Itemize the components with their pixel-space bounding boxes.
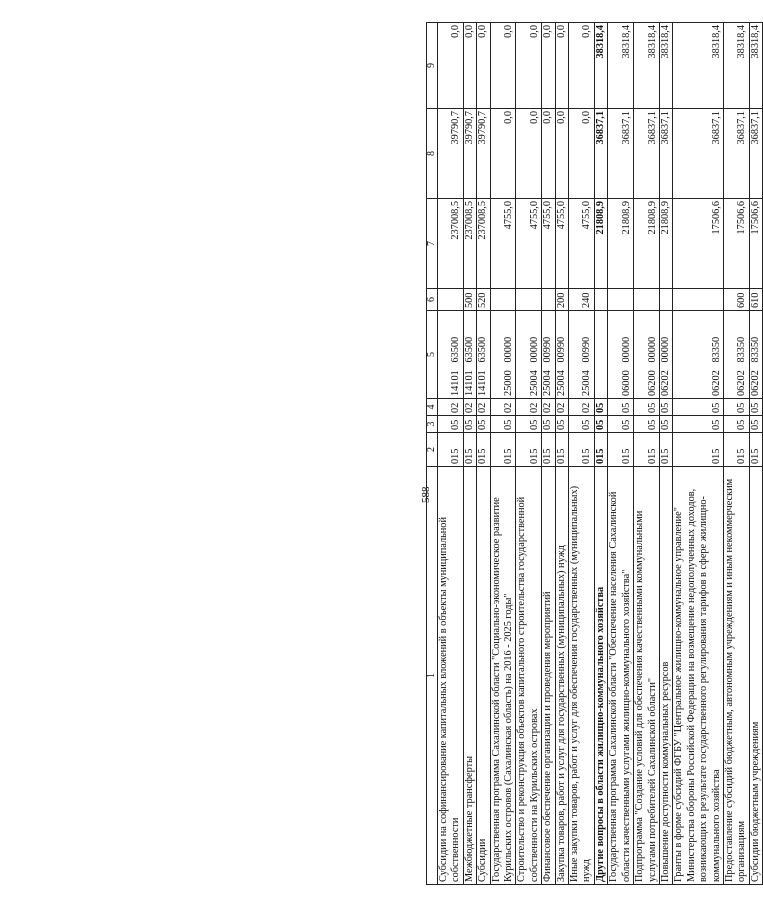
col-header: 2 xyxy=(427,433,438,467)
amount-year-1: 21808,9 xyxy=(634,199,660,289)
section-code: 05 xyxy=(594,416,607,433)
table-row xyxy=(516,23,542,885)
table-row xyxy=(569,23,595,885)
expense-type-code xyxy=(659,289,672,311)
target-article-code: 25004 00000 xyxy=(516,311,542,399)
row-name: Межбюджетные трансферты xyxy=(463,467,476,885)
section-code: 05 xyxy=(490,416,516,433)
amount-year-1: 237008,5 xyxy=(463,199,476,289)
page-number: 588 xyxy=(420,486,432,503)
table-row xyxy=(438,23,464,885)
amount-year-3: 38318,4 xyxy=(594,23,607,109)
amount-year-3: 38318,4 xyxy=(673,23,724,109)
expense-type-code: 200 xyxy=(555,289,568,311)
section-code: 05 xyxy=(569,416,595,433)
section-code: 05 xyxy=(463,416,476,433)
subsection-code: 02 xyxy=(463,399,476,416)
subsection-code: 02 xyxy=(490,399,516,416)
target-article-code: 06202 00000 xyxy=(659,311,672,399)
target-article-code: 25004 00990 xyxy=(569,311,595,399)
target-article-code: 06000 00000 xyxy=(608,311,634,399)
subsection-code: 02 xyxy=(438,399,464,416)
amount-year-2: 0,0 xyxy=(516,109,542,199)
grbs-code: 015 xyxy=(516,433,542,467)
amount-year-3: 38318,4 xyxy=(723,23,749,109)
col-header: 1 xyxy=(427,467,438,885)
grbs-code: 015 xyxy=(608,433,634,467)
grbs-code: 015 xyxy=(673,433,724,467)
section-code: 05 xyxy=(542,416,555,433)
amount-year-3: 38318,4 xyxy=(659,23,672,109)
grbs-code: 015 xyxy=(659,433,672,467)
amount-year-2: 39790,7 xyxy=(477,109,490,199)
table-row xyxy=(723,23,749,885)
amount-year-3: 0,0 xyxy=(516,23,542,109)
amount-year-1: 21808,9 xyxy=(594,199,607,289)
grbs-code: 015 xyxy=(594,433,607,467)
amount-year-2: 0,0 xyxy=(569,109,595,199)
subsection-code: 05 xyxy=(594,399,607,416)
budget-table xyxy=(426,22,763,885)
table-row xyxy=(490,23,516,885)
amount-year-1: 4755,0 xyxy=(555,199,568,289)
table-row xyxy=(659,23,672,885)
expense-type-code: 500 xyxy=(463,289,476,311)
amount-year-2: 36837,1 xyxy=(594,109,607,199)
expense-type-code xyxy=(673,289,724,311)
table-row xyxy=(542,23,555,885)
amount-year-2: 36837,1 xyxy=(673,109,724,199)
row-name: Субсидии на софинансирование капитальных вложений в объекты муниципальной собственности xyxy=(438,467,464,885)
subsection-code: 05 xyxy=(634,399,660,416)
amount-year-2: 0,0 xyxy=(542,109,555,199)
row-name: Предоставление субсидий бюджетным, автономным учреждениям и иным некоммерческим организациям xyxy=(723,467,749,885)
subsection-code: 05 xyxy=(749,399,762,416)
target-article-code: 25004 00990 xyxy=(542,311,555,399)
target-article-code: 06202 83350 xyxy=(723,311,749,399)
grbs-code: 015 xyxy=(463,433,476,467)
amount-year-3: 38318,4 xyxy=(634,23,660,109)
row-name: Другие вопросы в области жилищно-коммунального хозяйства xyxy=(594,467,607,885)
header-row xyxy=(427,23,438,885)
amount-year-2: 36837,1 xyxy=(659,109,672,199)
col-header: 3 xyxy=(427,416,438,433)
amount-year-1: 21808,9 xyxy=(608,199,634,289)
col-header: 4 xyxy=(427,399,438,416)
section-code: 05 xyxy=(634,416,660,433)
amount-year-2: 0,0 xyxy=(490,109,516,199)
section-code: 05 xyxy=(608,416,634,433)
amount-year-1: 17506,6 xyxy=(673,199,724,289)
row-name: Иные закупки товаров, работ и услуг для обеспечения государственных (муниципальных) нужд xyxy=(569,467,595,885)
grbs-code: 015 xyxy=(438,433,464,467)
row-name: Субсидии бюджетным учреждениям xyxy=(749,467,762,885)
row-name: Подпрограмма "Создание условий для обеспечения качественными коммунальными услугами потребителей Сахалинской области" xyxy=(634,467,660,885)
target-article-code: 14101 63500 xyxy=(463,311,476,399)
target-article-code: 14101 63500 xyxy=(438,311,464,399)
amount-year-3: 38318,4 xyxy=(608,23,634,109)
target-article-code xyxy=(594,311,607,399)
subsection-code: 02 xyxy=(516,399,542,416)
amount-year-1: 4755,0 xyxy=(542,199,555,289)
target-article-code: 25000 00000 xyxy=(490,311,516,399)
target-article-code: 06202 83350 xyxy=(749,311,762,399)
row-name: Субсидии xyxy=(477,467,490,885)
amount-year-3: 0,0 xyxy=(490,23,516,109)
table-row xyxy=(555,23,568,885)
grbs-code: 015 xyxy=(749,433,762,467)
row-name: Гранты в форме субсидий ФГБУ "Центральное жилищно-коммунальное управление" Министерства обороны Российской Федерации на возмещение недополученных доходов, возникающих в результате государственного регулирования тарифов в сфере жилищно-коммунального хозяйства xyxy=(673,467,724,885)
amount-year-3: 0,0 xyxy=(463,23,476,109)
table-row xyxy=(477,23,490,885)
expense-type-code xyxy=(490,289,516,311)
row-name: Строительство и реконструкция объектов капитального строительства государственной собственности на Курильских островах xyxy=(516,467,542,885)
amount-year-3: 38318,4 xyxy=(749,23,762,109)
expense-type-code xyxy=(608,289,634,311)
expense-type-code: 610 xyxy=(749,289,762,311)
table-row xyxy=(594,23,607,885)
grbs-code: 015 xyxy=(477,433,490,467)
amount-year-2: 36837,1 xyxy=(723,109,749,199)
col-header: 9 xyxy=(427,23,438,109)
grbs-code: 015 xyxy=(723,433,749,467)
expense-type-code: 520 xyxy=(477,289,490,311)
amount-year-1: 4755,0 xyxy=(516,199,542,289)
row-name: Финансовое обеспечение организации и проведения мероприятий xyxy=(542,467,555,885)
amount-year-1: 4755,0 xyxy=(569,199,595,289)
section-code: 05 xyxy=(516,416,542,433)
table-row xyxy=(608,23,634,885)
grbs-code: 015 xyxy=(555,433,568,467)
section-code: 05 xyxy=(749,416,762,433)
amount-year-2: 36837,1 xyxy=(634,109,660,199)
amount-year-2: 39790,7 xyxy=(438,109,464,199)
amount-year-2: 36837,1 xyxy=(749,109,762,199)
section-code: 05 xyxy=(659,416,672,433)
amount-year-3: 0,0 xyxy=(438,23,464,109)
grbs-code: 015 xyxy=(634,433,660,467)
amount-year-2: 39790,7 xyxy=(463,109,476,199)
table-row xyxy=(463,23,476,885)
expense-type-code xyxy=(634,289,660,311)
section-code: 05 xyxy=(673,416,724,433)
expense-type-code xyxy=(438,289,464,311)
expense-type-code xyxy=(516,289,542,311)
amount-year-1: 17506,6 xyxy=(723,199,749,289)
col-header: 7 xyxy=(427,199,438,289)
row-name: Государственная программа Сахалинской области "Социально-экономическое развитие Курильских островов (Сахалинская область) на 2016 - 2025 годы" xyxy=(490,467,516,885)
amount-year-2: 0,0 xyxy=(555,109,568,199)
col-header: 5 xyxy=(427,311,438,399)
row-name: Повышение доступности коммунальных ресурсов xyxy=(659,467,672,885)
expense-type-code: 600 xyxy=(723,289,749,311)
amount-year-3: 0,0 xyxy=(569,23,595,109)
table-row xyxy=(749,23,762,885)
section-code: 05 xyxy=(555,416,568,433)
row-name: Государственная программа Сахалинской области "Обеспечение населения Сахалинской области качественными услугами жилищно-коммунального хозяйства" xyxy=(608,467,634,885)
row-name: Закупка товаров, работ и услуг для государственных (муниципальных) нужд xyxy=(555,467,568,885)
subsection-code: 05 xyxy=(659,399,672,416)
table-row xyxy=(673,23,724,885)
grbs-code: 015 xyxy=(569,433,595,467)
section-code: 05 xyxy=(438,416,464,433)
subsection-code: 02 xyxy=(477,399,490,416)
col-header: 6 xyxy=(427,289,438,311)
subsection-code: 05 xyxy=(673,399,724,416)
amount-year-1: 4755,0 xyxy=(490,199,516,289)
subsection-code: 05 xyxy=(608,399,634,416)
section-code: 05 xyxy=(723,416,749,433)
amount-year-3: 0,0 xyxy=(477,23,490,109)
target-article-code: 06200 00000 xyxy=(634,311,660,399)
amount-year-1: 17506,6 xyxy=(749,199,762,289)
grbs-code: 015 xyxy=(490,433,516,467)
amount-year-1: 237008,5 xyxy=(438,199,464,289)
amount-year-3: 0,0 xyxy=(555,23,568,109)
amount-year-2: 36837,1 xyxy=(608,109,634,199)
amount-year-1: 21808,9 xyxy=(659,199,672,289)
expense-type-code xyxy=(594,289,607,311)
section-code: 05 xyxy=(477,416,490,433)
target-article-code: 25004 00990 xyxy=(555,311,568,399)
subsection-code: 02 xyxy=(555,399,568,416)
subsection-code: 05 xyxy=(723,399,749,416)
amount-year-3: 0,0 xyxy=(542,23,555,109)
target-article-code: 06202 83350 xyxy=(673,311,724,399)
col-header: 8 xyxy=(427,109,438,199)
expense-type-code xyxy=(542,289,555,311)
target-article-code: 14101 63500 xyxy=(477,311,490,399)
expense-type-code: 240 xyxy=(569,289,595,311)
amount-year-1: 237008,5 xyxy=(477,199,490,289)
grbs-code: 015 xyxy=(542,433,555,467)
table-row xyxy=(634,23,660,885)
subsection-code: 02 xyxy=(542,399,555,416)
subsection-code: 02 xyxy=(569,399,595,416)
